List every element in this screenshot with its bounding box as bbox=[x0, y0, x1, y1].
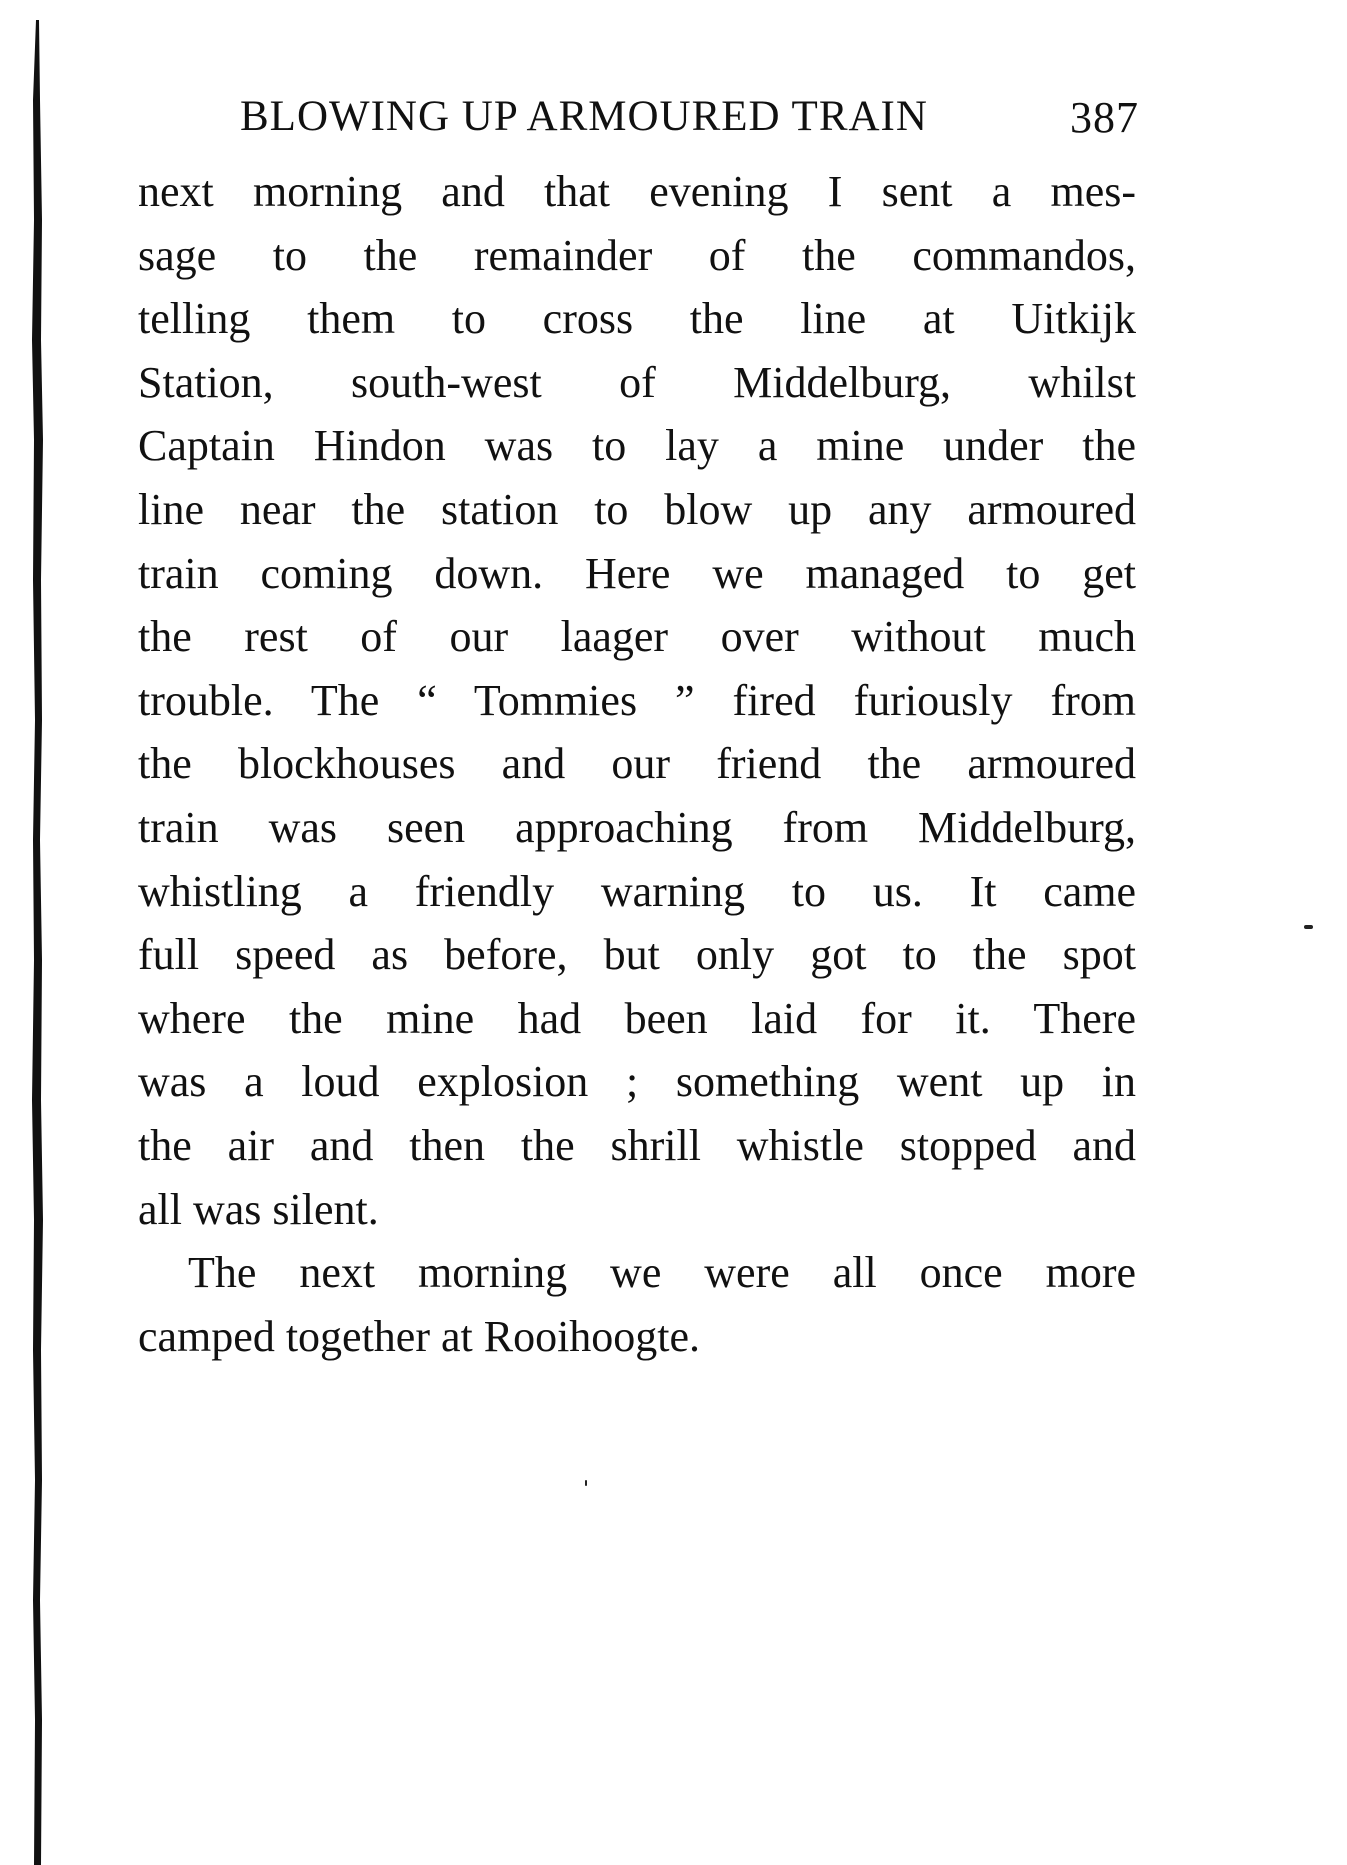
text-line: where the mine had been laid for it. There bbox=[138, 993, 1136, 1043]
body-text bbox=[138, 160, 1136, 1368]
text-line: the blockhouses and our friend the armoured bbox=[138, 739, 1136, 789]
text-line: trouble. The “ Tommies ” fired furiously from bbox=[138, 675, 1136, 725]
ink-speck bbox=[585, 1480, 587, 1486]
text-line: whistling a friendly warning to us. It came bbox=[138, 866, 1136, 916]
text-line: next morning and that evening I sent a mes- bbox=[138, 167, 1136, 216]
running-head bbox=[240, 92, 1140, 142]
text-line: camped together at Rooihoogte. bbox=[138, 1311, 701, 1361]
text-line: The next morning we were all once more bbox=[188, 1248, 1136, 1298]
text-line: all was silent. bbox=[138, 1184, 379, 1234]
text-line: was a loud explosion ; something went up in bbox=[138, 1057, 1136, 1107]
ink-speck bbox=[1304, 925, 1313, 929]
text-line: Captain Hindon was to lay a mine under the bbox=[138, 421, 1136, 471]
chapter-title: BLOWING UP ARMOURED TRAIN bbox=[240, 93, 928, 140]
text-line: Station, south-west of Middelburg, whilst bbox=[138, 357, 1136, 407]
text-line: the rest of our laager over without much bbox=[138, 612, 1136, 662]
text-line: train was seen approaching from Middelburg, bbox=[138, 802, 1136, 852]
text-line: line near the station to blow up any armoured bbox=[138, 484, 1136, 534]
text-line: the air and then the shrill whistle stopped and bbox=[138, 1120, 1136, 1170]
text-line: telling them to cross the line at Uitkijk bbox=[138, 294, 1136, 344]
text-line: sage to the remainder of the commandos, bbox=[138, 230, 1136, 280]
text-line: full speed as before, but only got to the spot bbox=[138, 930, 1136, 980]
text-line: train coming down. Here we managed to get bbox=[138, 548, 1136, 598]
page-number: 387 bbox=[1070, 93, 1139, 142]
page-binding-edge bbox=[30, 20, 44, 1865]
binding-shadow-graphic bbox=[30, 20, 44, 1865]
